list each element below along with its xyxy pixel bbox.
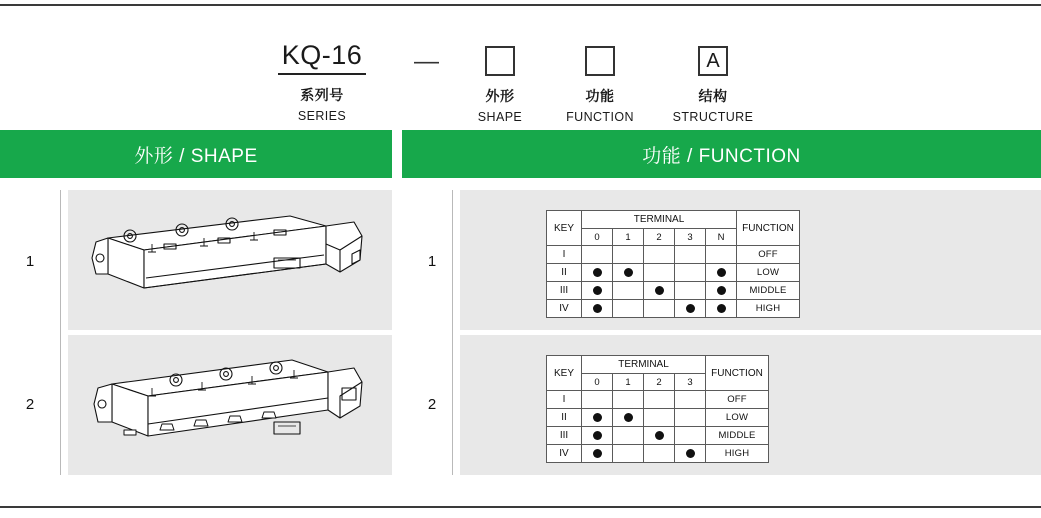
contact-dot-icon — [686, 449, 695, 458]
shape-banner — [0, 130, 392, 178]
contact-dot-cell — [582, 445, 613, 463]
key-cell: I — [547, 391, 582, 409]
switch-drawing-2 — [78, 340, 368, 466]
function-code-cell — [550, 44, 650, 124]
top-rule — [0, 4, 1041, 6]
shape-panel — [0, 190, 392, 475]
contact-dot-icon — [624, 268, 633, 277]
function-cell: OFF — [706, 391, 769, 409]
shape-column-divider — [60, 190, 61, 475]
contact-dot-cell — [613, 409, 644, 427]
series-label-en: SERIES — [297, 109, 347, 123]
table2-terminal-2: 2 — [644, 374, 675, 391]
contact-dot-icon — [655, 431, 664, 440]
contact-dot-cell — [582, 300, 613, 318]
empty-contact-cell — [644, 445, 675, 463]
function-panel — [402, 190, 1041, 475]
empty-contact-cell — [675, 391, 706, 409]
function-cell: LOW — [737, 264, 800, 282]
contact-dot-cell — [644, 427, 675, 445]
switch-drawing-1 — [78, 198, 368, 324]
shape-index-2: 2 — [25, 395, 35, 413]
table-row — [547, 409, 769, 427]
key-cell: III — [547, 427, 582, 445]
empty-contact-cell — [675, 409, 706, 427]
structure-code-cell — [658, 44, 768, 124]
contact-dot-cell — [706, 282, 737, 300]
function-index-column — [402, 190, 462, 475]
table-row — [547, 427, 769, 445]
table-row — [547, 264, 800, 282]
contact-dot-icon — [593, 268, 602, 277]
table1-terminal-header: TERMINAL — [582, 211, 737, 229]
function-cell: HIGH — [737, 300, 800, 318]
shape-code-box — [485, 46, 515, 76]
contact-dot-cell — [582, 427, 613, 445]
table2-terminal-3: 3 — [675, 374, 706, 391]
table-row — [547, 445, 769, 463]
function-table-2 — [546, 355, 769, 463]
table1-terminal-3: 3 — [675, 229, 706, 246]
contact-dot-icon — [593, 431, 602, 440]
contact-dot-icon — [593, 286, 602, 295]
table-row — [547, 391, 769, 409]
shape-banner-label: 外形 / SHAPE — [134, 145, 258, 167]
key-cell: III — [547, 282, 582, 300]
table-row — [547, 246, 800, 264]
part-number-header — [0, 18, 1041, 124]
table-row — [547, 282, 800, 300]
structure-code-box: A — [698, 46, 728, 76]
function-banner-label: 功能 / FUNCTION — [642, 145, 801, 167]
table-row — [547, 300, 800, 318]
contact-dot-icon — [655, 286, 664, 295]
table2-body — [547, 391, 769, 463]
shape-label-en: SHAPE — [477, 110, 523, 124]
function-code-box — [585, 46, 615, 76]
function-table-1 — [546, 210, 800, 318]
empty-contact-cell — [613, 445, 644, 463]
empty-contact-cell — [582, 246, 613, 264]
table2-key-header: KEY — [547, 356, 582, 391]
function-index-2: 2 — [427, 395, 437, 413]
empty-contact-cell — [675, 264, 706, 282]
function-cell: OFF — [737, 246, 800, 264]
contact-dot-cell — [706, 300, 737, 318]
empty-contact-cell — [644, 409, 675, 427]
key-cell: IV — [547, 445, 582, 463]
table1-terminal-0: 0 — [582, 229, 613, 246]
dash-separator — [408, 44, 438, 78]
structure-label-cn: 结构 — [698, 88, 728, 104]
contact-dot-icon — [717, 268, 726, 277]
function-banner — [402, 130, 1041, 178]
contact-dot-icon — [686, 304, 695, 313]
table2-function-header: FUNCTION — [706, 356, 769, 391]
contact-dot-icon — [593, 449, 602, 458]
contact-dot-icon — [717, 286, 726, 295]
function-table-1-wrap — [546, 210, 800, 318]
empty-contact-cell — [613, 427, 644, 445]
table1-body — [547, 246, 800, 318]
empty-contact-cell — [613, 282, 644, 300]
function-cell: HIGH — [706, 445, 769, 463]
structure-label-en: STRUCTURE — [672, 110, 754, 124]
function-table-2-wrap — [546, 355, 769, 463]
empty-contact-cell — [675, 246, 706, 264]
key-cell: II — [547, 264, 582, 282]
function-cell: MIDDLE — [737, 282, 800, 300]
function-index-1: 1 — [427, 252, 437, 270]
empty-contact-cell — [706, 246, 737, 264]
contact-dot-cell — [582, 264, 613, 282]
table2-terminal-0: 0 — [582, 374, 613, 391]
shape-code-cell — [455, 44, 545, 124]
table2-terminal-1: 1 — [613, 374, 644, 391]
table2-terminal-header: TERMINAL — [582, 356, 706, 374]
key-cell: IV — [547, 300, 582, 318]
contact-dot-cell — [613, 264, 644, 282]
empty-contact-cell — [644, 391, 675, 409]
function-label-cn: 功能 — [585, 88, 615, 104]
empty-contact-cell — [644, 264, 675, 282]
function-label-en: FUNCTION — [566, 110, 634, 124]
dash-glyph: — — [414, 47, 439, 75]
series-code: KQ-16 — [278, 40, 367, 75]
contact-dot-icon — [593, 304, 602, 313]
table1-key-header: KEY — [547, 211, 582, 246]
empty-contact-cell — [613, 246, 644, 264]
contact-dot-cell — [675, 300, 706, 318]
key-cell: I — [547, 246, 582, 264]
shape-index-column — [0, 190, 60, 475]
contact-dot-cell — [706, 264, 737, 282]
series-label-cn: 系列号 — [300, 87, 344, 103]
table1-terminal-2: 2 — [644, 229, 675, 246]
empty-contact-cell — [582, 391, 613, 409]
contact-dot-icon — [717, 304, 726, 313]
function-cell: MIDDLE — [706, 427, 769, 445]
empty-contact-cell — [644, 246, 675, 264]
contact-dot-icon — [593, 413, 602, 422]
contact-dot-cell — [582, 409, 613, 427]
empty-contact-cell — [644, 300, 675, 318]
empty-contact-cell — [675, 427, 706, 445]
bottom-rule — [0, 506, 1041, 508]
table1-terminal-1: 1 — [613, 229, 644, 246]
contact-dot-cell — [644, 282, 675, 300]
empty-contact-cell — [613, 391, 644, 409]
function-column-divider — [452, 190, 453, 475]
contact-dot-cell — [675, 445, 706, 463]
table1-function-header: FUNCTION — [737, 211, 800, 246]
contact-dot-cell — [582, 282, 613, 300]
empty-contact-cell — [613, 300, 644, 318]
contact-dot-icon — [624, 413, 633, 422]
series-cell — [262, 40, 382, 123]
table1-terminal-4: N — [706, 229, 737, 246]
shape-index-1: 1 — [25, 252, 35, 270]
empty-contact-cell — [675, 282, 706, 300]
function-cell: LOW — [706, 409, 769, 427]
shape-label-cn: 外形 — [485, 88, 515, 104]
key-cell: II — [547, 409, 582, 427]
